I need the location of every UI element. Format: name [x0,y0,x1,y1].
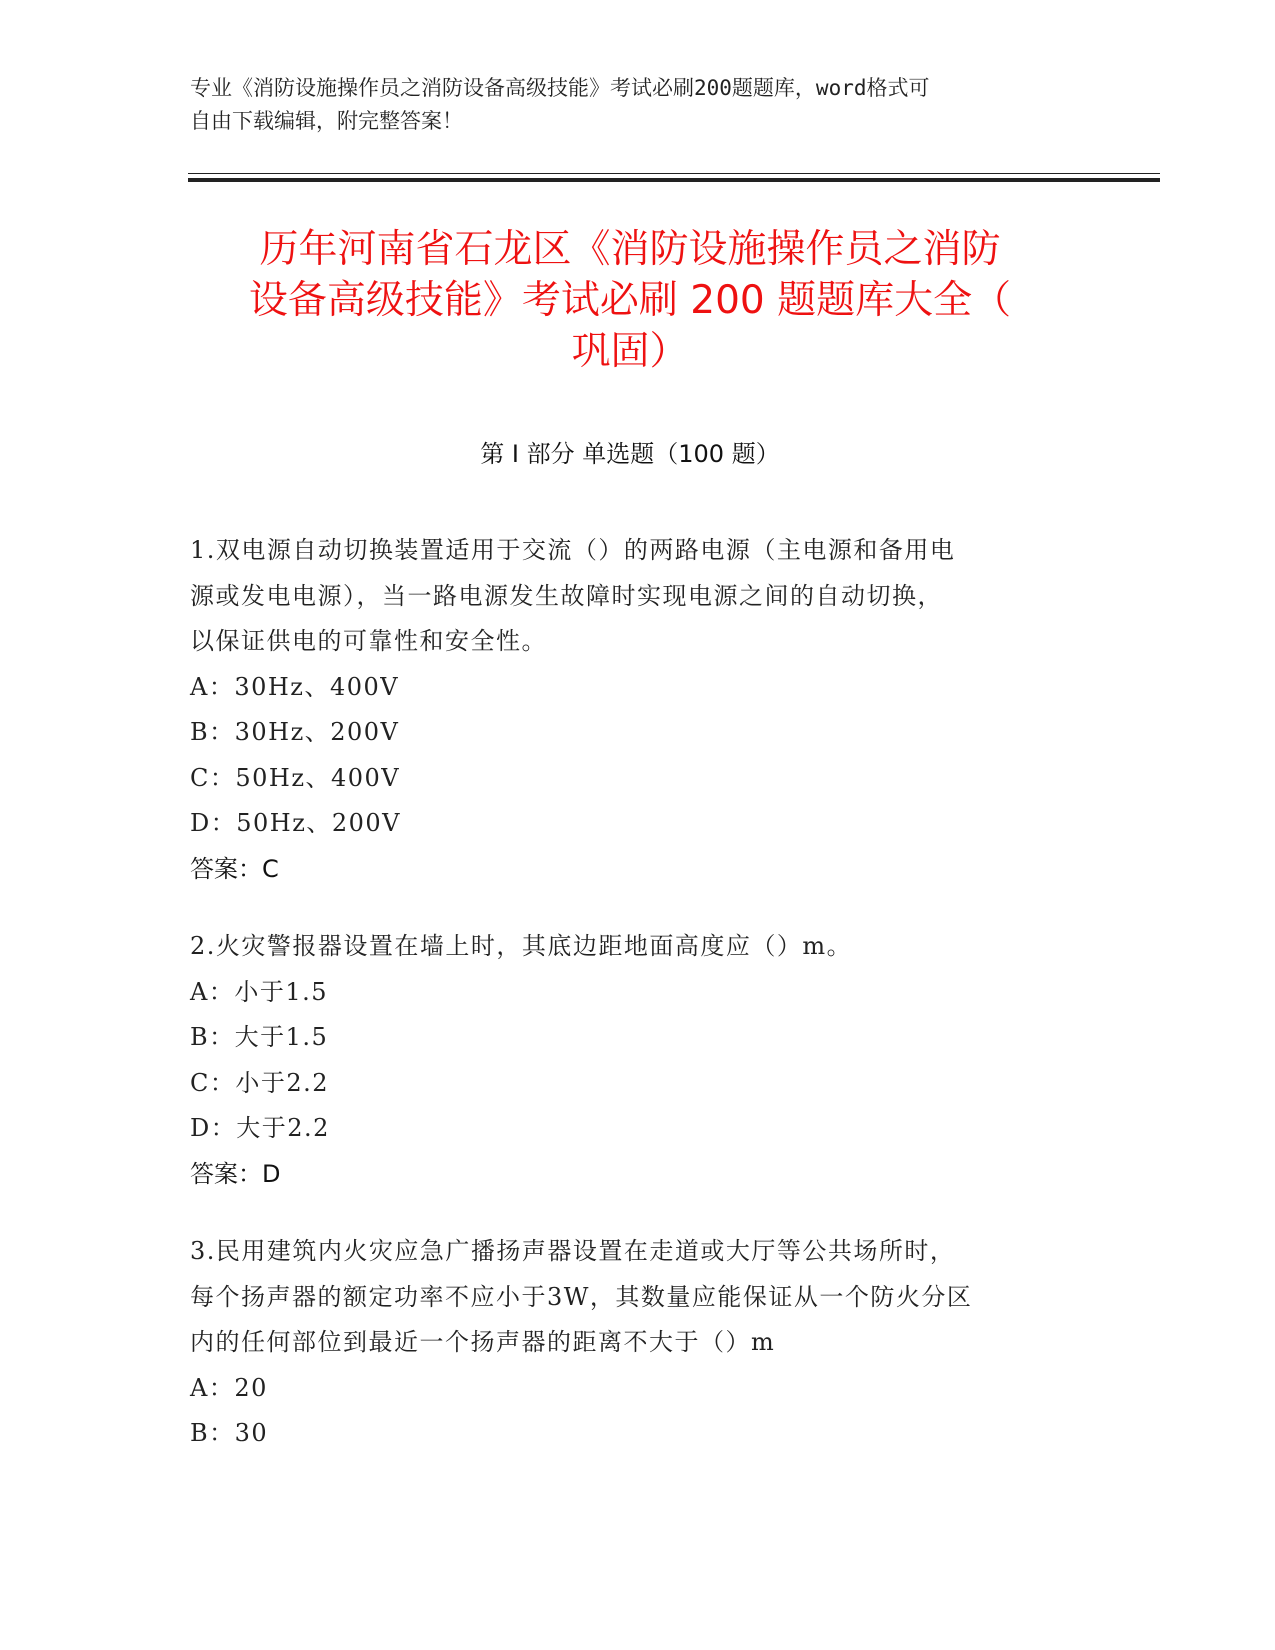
question-stem-line: 内的任何部位到最近一个扬声器的距离不大于（）m [190,1328,776,1356]
title-line: 历年河南省石龙区《消防设施操作员之消防 [259,227,1001,272]
document-title [190,224,1070,377]
option-a: A：30Hz、400V [190,672,400,701]
header-divider-thin [188,173,1160,174]
intro-line: 自由下载编辑，附完整答案！ [190,109,463,133]
question-stem-line: 每个扬声器的额定功率不应小于3W，其数量应能保证从一个防火分区 [190,1282,973,1311]
question-stem-line: 以保证供电的可靠性和安全性。 [190,627,547,655]
question-stem-line: 3.民用建筑内火灾应急广播扬声器设置在走道或大厅等公共场所时， [190,1237,956,1265]
answer-line: 答案：D [190,1159,281,1188]
intro-line: 专业《消防设施操作员之消防设备高级技能》考试必刷200题题库，word格式可 [190,76,930,100]
question-item [190,528,1070,892]
question-item [190,1229,1070,1457]
question-stem-line: 1.双电源自动切换装置适用于交流（）的两路电源（主电源和备用电 [190,536,956,564]
option-a: A：小于1.5 [190,977,328,1006]
question-stem-line: 源或发电电源），当一路电源发生故障时实现电源之间的自动切换， [190,581,943,610]
question-item [190,924,1070,1197]
title-line: 巩固） [571,329,689,374]
question-list [190,528,1070,1489]
option-c: C：50Hz、400V [190,763,401,792]
option-a: A：20 [190,1373,268,1402]
title-line: 设备高级技能》考试必刷 200 题题库大全（ [248,278,1012,323]
option-d: D：大于2.2 [190,1114,330,1142]
intro-paragraph [190,72,1070,138]
option-b: B：30 [190,1419,269,1447]
option-b: B：30Hz、200V [190,718,400,746]
answer-line: 答案：C [190,854,279,883]
question-stem-line: 2.火灾警报器设置在墙上时，其底边距地面高度应（）m。 [190,932,853,960]
section-heading: 第 I 部分 单选题（100 题） [480,440,780,468]
option-d: D：50Hz、200V [190,809,401,837]
option-c: C：小于2.2 [190,1068,330,1097]
header-divider-thick [188,178,1160,182]
option-b: B：大于1.5 [190,1023,329,1051]
